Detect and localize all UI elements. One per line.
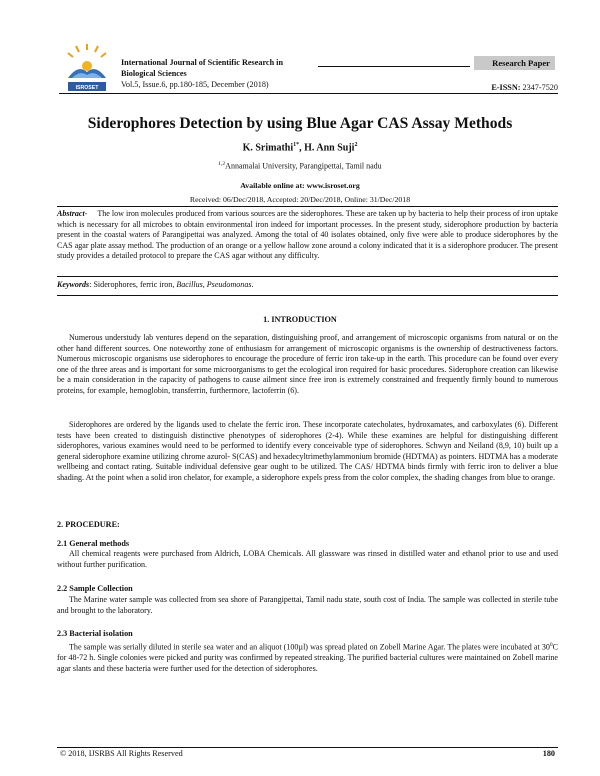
logo-rays-icon <box>68 44 106 57</box>
footer-copyright: © 2018, IJSRBS All Rights Reserved <box>60 749 183 758</box>
availability: Available online at: www.isroset.org <box>240 181 360 190</box>
degree-sup: 0 <box>549 642 553 648</box>
intro-paragraph-2: Siderophores are ordered by the ligands used to chelate the ferric iron. These incorporate catecholates, hydroxamates, and carboxylates (6). Different tests have been created to distinguish distinctive phenotypes of siderophores (2-4). While these examines are helpful for distinguishing different siderophores, various examines would need to be performed to identify every conceivable type of siderophores. Schwyn and Neiland (8,9, 10) built up a general siderophore examine utilizing chrome azurol- S(CAS) and hexadecyltrimethylammonium bromide (HDTMA) as pointers. HDTMA has a moderate wellbeing and contact rating. Suitable individual defensive gear ought to be utilized. The CAS/ HDTMA binds firmly with ferric iron to deliver a blue shading. At the point when a solid iron chelator, for example, a siderophore expels press from the color complex, the shading changes from blue to orange. <box>57 420 558 482</box>
general-methods-text: All chemical reagents were purchased from Aldrich, LOBA Chemicals. All glassware was rinsed in distilled water and ethanol prior to use and used without further purification. <box>57 549 558 569</box>
divider-top <box>57 206 558 207</box>
journal-title-line2: Biological Sciences <box>121 69 187 78</box>
journal-title-line1: International Journal of Scientific Research in <box>121 58 283 67</box>
issn-label: E-ISSN: <box>491 83 521 92</box>
subsection-sample-collection-heading: 2.2 Sample Collection <box>57 584 133 593</box>
issn-value: 2347-7520 <box>522 83 558 92</box>
subsection-general-methods-heading: 2.1 General methods <box>57 539 130 548</box>
journal-logo <box>62 42 112 98</box>
author-2: H. Ann Suji <box>304 142 355 154</box>
bacterial-isolation-text: The sample was serially diluted in sterile sea water and an aliquot (100µl) was spread plated on Zobell Marine Agar. The plates were incubated at $30^0C$ for 48-72 h. Single colonies were picked and purity was confirmed by repeated streaking. The purified bacterial cultures were maintained on Zobell marine agar slants and these bacteria were further used for the detection of siderophores. <box>57 642 558 673</box>
abstract-text: The low iron molecules produced from various sources are the siderophores. These are taken up by bacteria to help their process of iron uptake which is necessary for all microbes to obtain environmental iron indeed for important processes. In the present study, siderophore production by bacteria present in the coastal waters of Parangipettai was analyzed. Among the total of 40 isolates obtained, only five were able to produce siderophores by the CAS agar plate assay method. The production of an orange or a yellow hallow zone around a colony indicated that it is a siderophore producer. The present study provides a detailed protocol to prepare the CAS agar without any difficulty. <box>57 209 558 261</box>
sample-collection-text: The Marine water sample was collected from sea shore of Parangipettai, Tamil nadu state, south cost of India. The sample was collected in sterile tube and brought to the laboratory. <box>57 595 558 615</box>
issn <box>491 83 558 92</box>
section-procedure-heading: 2. PROCEDURE: <box>57 520 120 529</box>
section-introduction-heading: 1. INTRODUCTION <box>263 315 337 324</box>
divider-keywords <box>57 295 558 296</box>
article-title: Siderophores Detection by using Blue Agar CAS Assay Methods <box>87 115 513 132</box>
author-1-sup: 1* <box>293 142 300 148</box>
author-2-sup: 2 <box>354 142 358 148</box>
page-number: 180 <box>542 749 555 758</box>
abstract <box>57 209 558 262</box>
keyword-bacillus: Bacillus <box>176 280 203 289</box>
divider-abstract <box>57 276 558 277</box>
journal-title <box>121 57 321 79</box>
footer-divider <box>57 747 558 748</box>
article-dates: Received: 06/Dec/2018, Accepted: 20/Dec/2018, Online: 31/Dec/2018 <box>189 195 411 204</box>
keywords-label: Keywords <box>57 280 90 289</box>
authors: K. Srimathi$^{1*}$, H. Ann Suji$^2$ <box>242 142 358 154</box>
subsection-bacterial-isolation-heading: 2.3 Bacterial isolation <box>57 629 133 638</box>
author-1: K. Srimathi <box>242 142 294 154</box>
affiliation: $^{1,2}$Annamalai University, Parangipettai, Tamil nadu <box>218 161 382 171</box>
journal-title-underline <box>318 66 470 67</box>
keywords: Keywords: Siderophores, ferric iron, Bacillus, Pseudomonas. <box>57 280 254 289</box>
logo-text: ISROSET <box>75 85 99 91</box>
abstract-label: Abstract- <box>57 209 88 218</box>
research-paper-badge: Research Paper <box>474 56 555 70</box>
header-divider <box>59 93 558 94</box>
affiliation-sup: 1,2 <box>218 161 226 167</box>
volume-info: Vol.5, Issue.6, pp.180-185, December (2018) <box>121 80 269 89</box>
intro-paragraph-1: Numerous understudy lab ventures depend on the separation, distinguishing proof, and arrangement of microscopic organisms from natural or on the other hand different sources. One noteworthy zone of enthusiasm for arrangement of microscopic organisms is the ownership of destructiveness factors. Numerous microscopic organisms use siderophores to encourage the procedure of ferric iron take-up in the earth. This procedure can be found over every one of the three areas and is important for some microorganisms to get the ecological iron required for basic procedures. Siderophore creation can likewise be a main consideration in the capacity of pathogens to cause ailment since free iron is extremely constrained and frequently firmly bound to numerous proteins, for example, hemoglobin, transferrin, furthermore, lactoferrin (6). <box>57 333 558 395</box>
keyword-pseudomonas: Pseudomonas <box>206 280 252 289</box>
